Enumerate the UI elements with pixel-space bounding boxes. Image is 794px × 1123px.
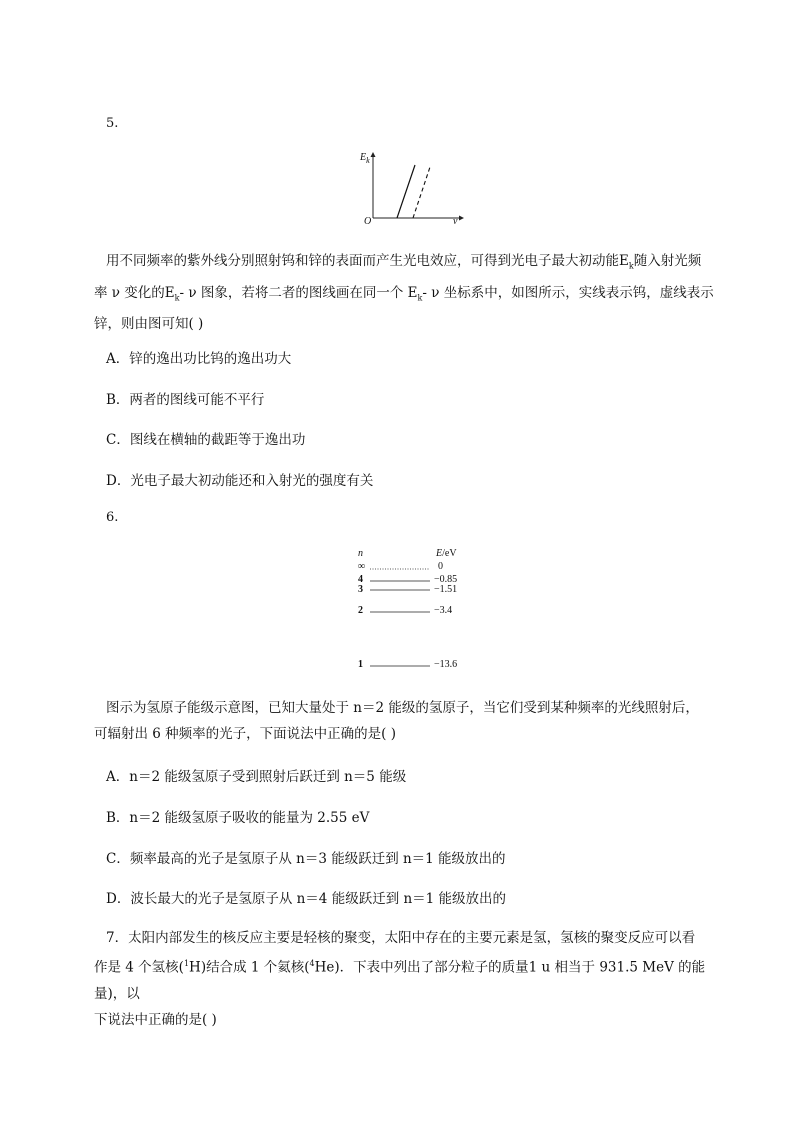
question-5-number: 5.: [106, 116, 119, 131]
q5-option-b: B．两者的图线可能不平行: [106, 392, 265, 408]
y-axis-arrow: [371, 152, 376, 157]
question-6-number: 6.: [106, 510, 119, 525]
level-2-n: 2: [358, 605, 363, 616]
q5-option-c: C．图线在横轴的截距等于逸出功: [106, 432, 306, 448]
energy-level-diagram: [350, 545, 470, 675]
question-5-stem: [94, 248, 716, 337]
q6-stem-line-1: 图示为氢原子能级示意图，已知大量处于 n＝2 能级的氢原子，当它们受到某种频率的光线照射后，: [106, 700, 699, 716]
x-axis-arrow: [459, 216, 464, 221]
tungsten-solid-line: [397, 165, 415, 218]
y-axis-label: $E_k$: [360, 152, 370, 165]
q7-line-3: 下说法中正确的是( ): [94, 1011, 217, 1028]
level-4-e: −0.85: [434, 574, 458, 585]
ek-nu-graph-svg: [355, 150, 465, 230]
level-4-n: 4: [358, 574, 363, 585]
level-2-e: −3.4: [434, 605, 453, 616]
question-6-stem: [94, 695, 716, 747]
n-header: n: [358, 548, 363, 559]
energy-header: E/eV: [436, 548, 457, 559]
q5-stem-line-2: 率 ν 变化的$E_k-$ ν 图象，若将二者的图线画在同一个 $E_k-$ ν 坐标系中，如图所示，实线表示钨，虚线表示: [94, 284, 714, 303]
level-infinity-n: ∞: [358, 561, 366, 572]
level-3-n: 3: [358, 584, 363, 595]
q6-stem-line-2: 可辐射出 6 种频率的光子，下面说法中正确的是( ): [94, 726, 396, 742]
q5-option-d: D．光电子最大初动能还和入射光的强度有关: [106, 473, 374, 489]
q7-line-1: 7．太阳内部发生的核反应主要是轻核的聚变，太阳中存在的主要元素是氢，氢核的聚变反应可以看: [106, 930, 696, 946]
level-1-n: 1: [358, 659, 363, 670]
question-7-stem: [94, 925, 716, 1033]
q6-option-d: D．波长最大的光子是氢原子从 n＝4 能级跃迁到 n＝1 能级放出的: [106, 891, 507, 907]
level-3-e: −1.51: [434, 584, 458, 595]
q6-option-a: A．n＝2 能级氢原子受到照射后跃迁到 n＝5 能级: [106, 769, 407, 785]
x-axis-label: ν: [453, 216, 458, 227]
level-1-e: −13.6: [434, 659, 458, 670]
q5-option-a: A．锌的逸出功比钨的逸出功大: [106, 351, 292, 367]
ek-nu-graph: [355, 150, 465, 230]
q5-stem-line-3: 锌，则由图可知( ): [94, 316, 204, 333]
q7-line-2: 作是 4 个氢核($^1$H)结合成 1 个氦核($^4$He)．下表中列出了部分粒子的质量1 u 相当于 931.5 MeV 的能量)，以: [94, 959, 706, 1002]
zinc-dashed-line: [413, 167, 430, 218]
origin-label: O: [364, 216, 372, 227]
q6-option-b: B．n＝2 能级氢原子吸收的能量为 2.55 eV: [106, 810, 370, 826]
q6-option-c: C．频率最高的光子是氢原子从 n＝3 能级跃迁到 n＝1 能级放出的: [106, 851, 506, 867]
level-infinity-e: 0: [438, 561, 443, 572]
q5-stem-line-1: 用不同频率的紫外线分别照射钨和锌的表面而产生光电效应，可得到光电子最大初动能$E_k$随入射光频: [106, 253, 702, 271]
